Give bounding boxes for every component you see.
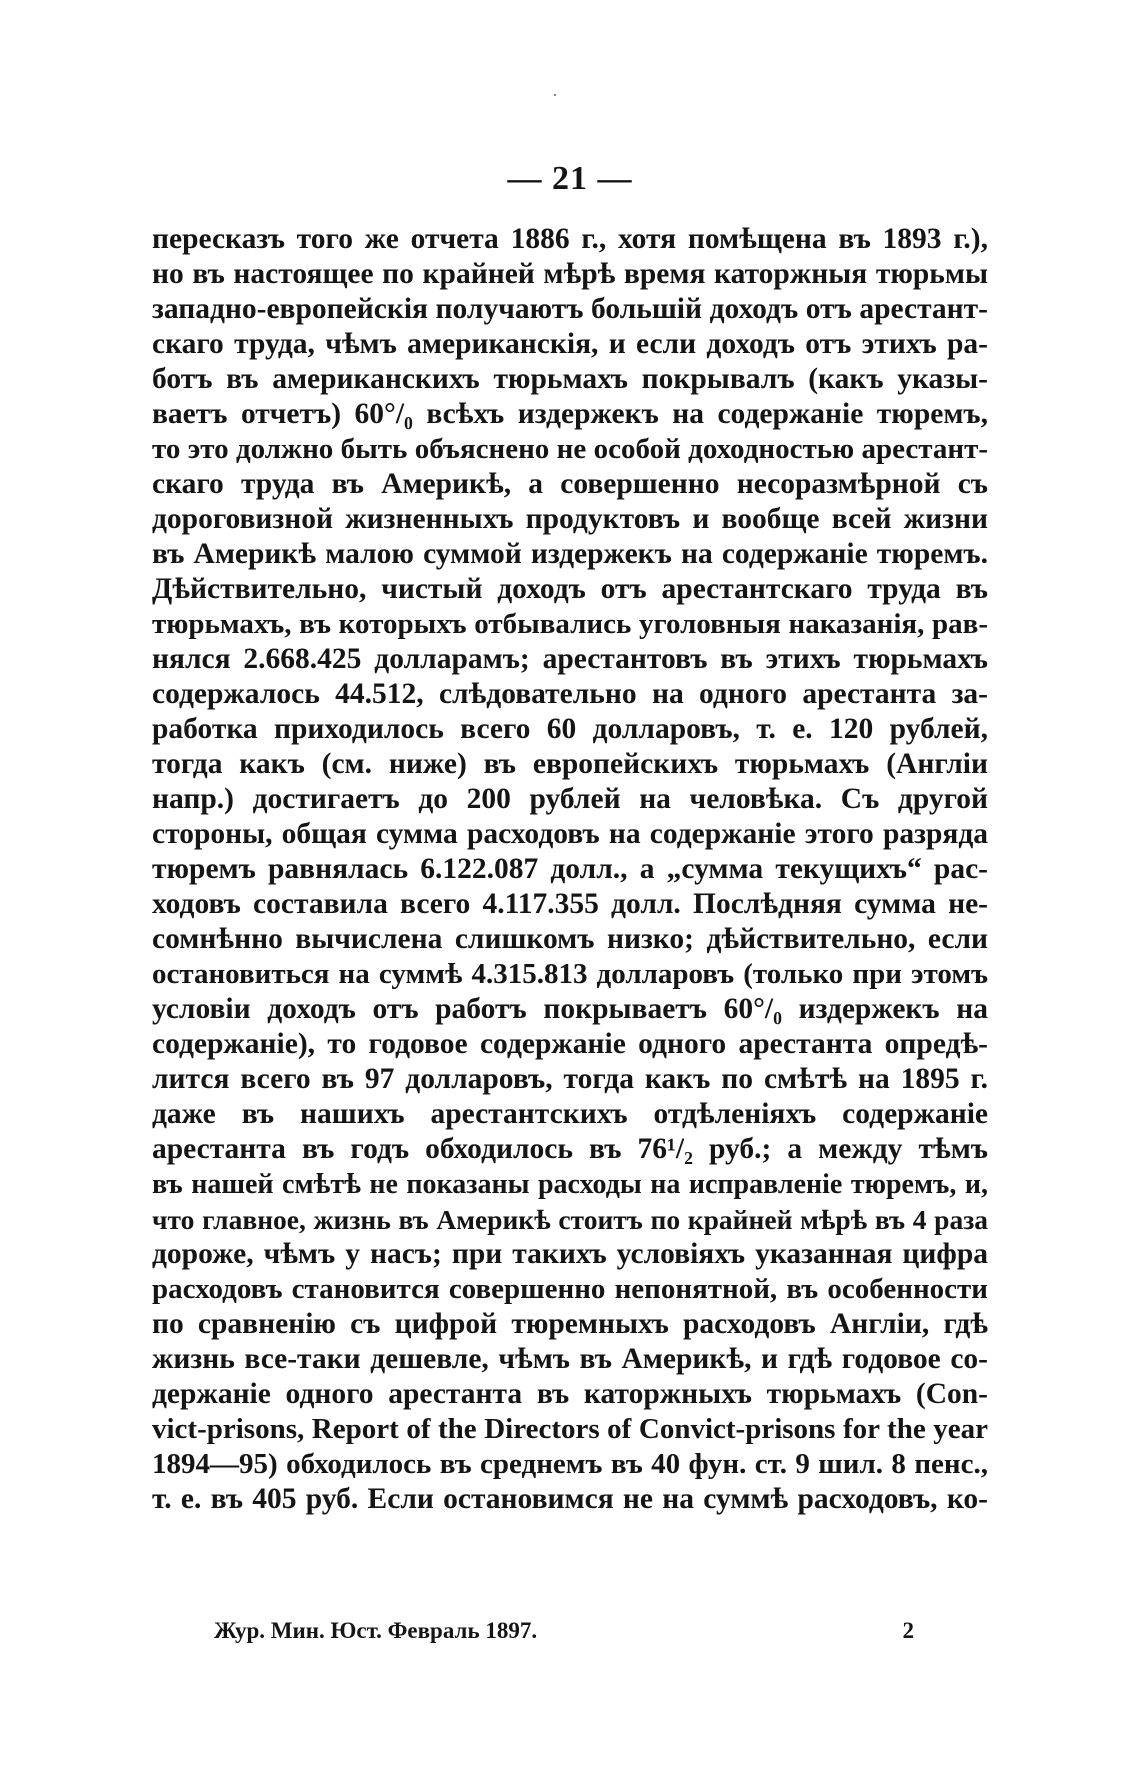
journal-reference: Жур. Мин. Юст. Февраль 1897. [214, 1618, 538, 1643]
page-footer [214, 1616, 914, 1646]
text-line: скаго труда въ Америкѣ, а совершенно несоразмѣрной съ [152, 468, 988, 500]
text-line: тюрьмахъ, въ которыхъ отбывались уголовныя наказанія, рав- [152, 608, 988, 640]
text-line: но въ настоящее по крайней мѣрѣ время каторжныя тюрьмы [152, 258, 988, 290]
text-line: что главное, жизнь въ Америкѣ стоитъ по крайней мѣрѣ въ 4 раза [152, 1204, 988, 1235]
text-line: нялся 2.668.425 долларамъ; арестантовъ въ этихъ тюрьмахъ [152, 643, 988, 675]
text-line: сомнѣнно вычислена слишкомъ низко; дѣйствительно, если [152, 923, 988, 955]
body-text [152, 222, 988, 1517]
text-line: vict-prisons, Report of the Directors of Convict-prisons for the year [152, 1413, 988, 1445]
text-line: тогда какъ (см. ниже) въ европейскихъ тюрьмахъ (Англіи [152, 748, 988, 780]
text-line: расходовъ становится совершенно непонятной, въ особенности [152, 1273, 988, 1305]
text-line: напр.) достигаетъ до 200 рублей на человѣка. Съ другой [152, 783, 988, 815]
text-line: скаго труда, чѣмъ американскія, и если доходъ отъ этихъ ра- [152, 328, 988, 360]
text-line: содержалось 44.512, слѣдовательно на одного арестанта за- [152, 678, 988, 710]
text-line: по сравненію съ цифрой тюремныхъ расходовъ Англіи, гдѣ [152, 1308, 988, 1340]
text-line: ходовъ составила всего 4.117.355 долл. Послѣдняя сумма не- [152, 888, 988, 920]
text-line: условіи доходъ отъ работъ покрываетъ 60°/₀ издержекъ на [152, 993, 988, 1025]
text-line: жизнь все-таки дешевле, чѣмъ въ Америкѣ, и гдѣ годовое со- [152, 1343, 988, 1375]
text-line: даже въ нашихъ арестантскихъ отдѣленіяхъ содержаніе [152, 1098, 988, 1130]
text-line: пересказъ того же отчета 1886 г., хотя помѣщена въ 1893 г.), [152, 223, 988, 255]
text-line: остановиться на суммѣ 4.315.813 долларовъ (только при этомъ [152, 958, 988, 990]
text-line: въ нашей смѣтѣ не показаны расходы на исправленіе тюремъ, и, [152, 1169, 988, 1200]
page-number: — 21 — [507, 160, 633, 197]
text-line: западно-европейскія получаютъ большій доходъ отъ арестант- [152, 293, 988, 325]
text-line: держаніе одного арестанта въ каторжныхъ тюрьмахъ (Con- [152, 1378, 988, 1410]
text-line: то это должно быть объяснено не особой доходностью арестант- [152, 433, 988, 465]
text-line: лится всего въ 97 долларовъ, тогда какъ по смѣтѣ на 1895 г. [152, 1063, 988, 1095]
text-line: въ Америкѣ малою суммой издержекъ на содержаніе тюремъ. [152, 538, 988, 570]
signature-mark: 2 [902, 1618, 914, 1643]
text-line: т. е. въ 405 руб. Если остановимся не на суммѣ расходовъ, ко- [152, 1483, 988, 1515]
text-line: 1894—95) обходилось въ среднемъ въ 40 фун. ст. 9 шил. 8 пенс., [152, 1448, 988, 1480]
text-line: арестанта въ годъ обходилось въ 76¹/₂ руб.; а между тѣмъ [152, 1133, 988, 1165]
text-line: ботъ въ американскихъ тюрьмахъ покрывалъ (какъ указы- [152, 363, 988, 395]
text-line: дороже, чѣмъ у насъ; при такихъ условіяхъ указанная цифра [152, 1238, 988, 1270]
text-line: Дѣйствительно, чистый доходъ отъ арестантскаго труда въ [152, 573, 988, 605]
page-speck [554, 94, 556, 96]
text-line: содержаніе), то годовое содержаніе одного арестанта опредѣ- [152, 1028, 988, 1060]
text-line: дороговизной жизненныхъ продуктовъ и вообще всей жизни [152, 503, 988, 535]
text-line: стороны, общая сумма расходовъ на содержаніе этого разряда [152, 818, 988, 850]
text-line: ваетъ отчетъ) 60°/₀ всѣхъ издержекъ на содержаніе тюремъ, [152, 398, 988, 430]
text-line: тюремъ равнялась 6.122.087 долл., а „сумма текущихъ“ рас- [152, 853, 988, 885]
text-line: работка приходилось всего 60 долларовъ, т. е. 120 рублей, [152, 713, 988, 745]
